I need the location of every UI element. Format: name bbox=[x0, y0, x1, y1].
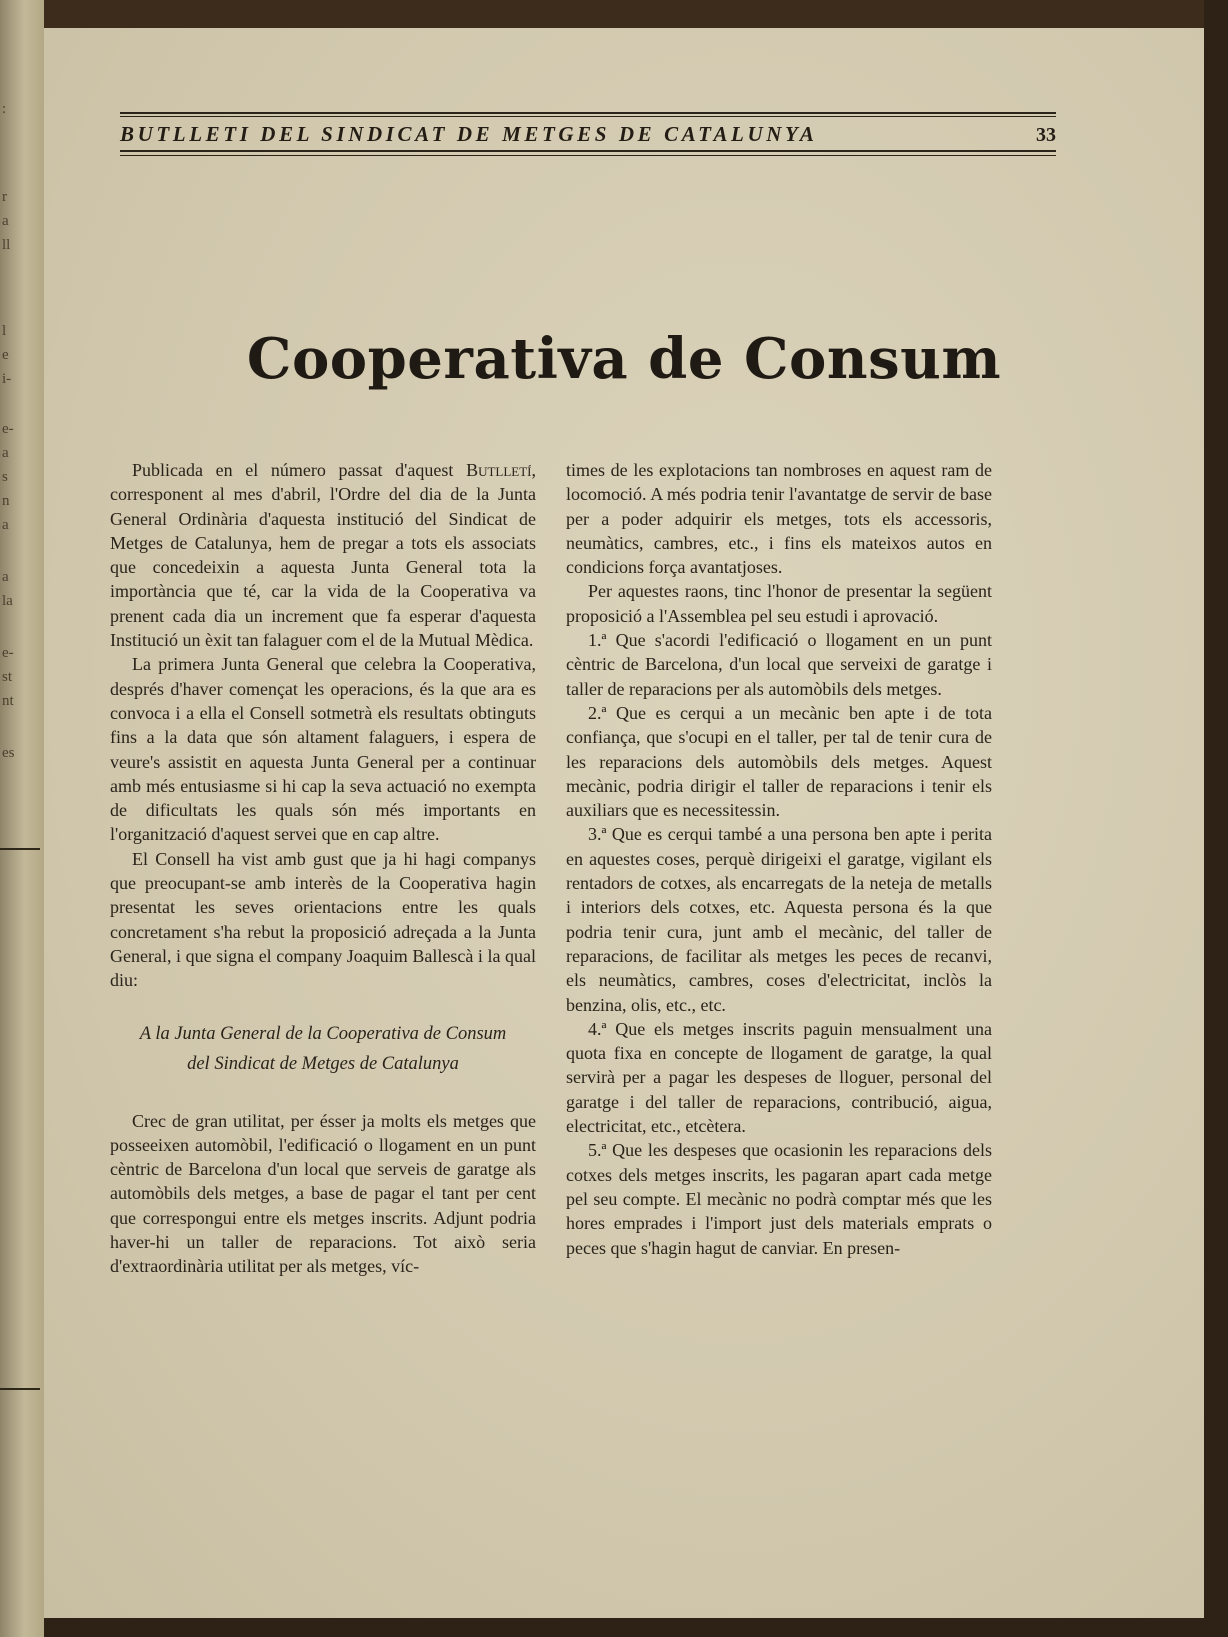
article-title: Cooperativa de Consum bbox=[246, 326, 1002, 392]
paragraph: La primera Junta General que celebra la Cooperativa, després d'haver començat les operacions, és la que ara es convoca i a ella el Consell sotmetrà els resultats obtinguts fins a la data que són altament falaguers, i espera de veure's assistit en aquesta Junta General per a continuar amb més entusiasme si hi cap la seva actuació no exempta de dificultats les quals són més importants en l'organització d'aquest servei que en cap altre. bbox=[110, 654, 536, 845]
adjacent-page-fragment: a bbox=[2, 569, 9, 585]
adjacent-page-fragment: es bbox=[2, 745, 15, 761]
paragraph-text: Publicada en el número passat d'aquest bbox=[132, 460, 467, 480]
header-rule-top bbox=[120, 112, 1056, 114]
publication-name: Butlletí bbox=[466, 460, 532, 480]
adjacent-page-fragment: s bbox=[2, 469, 8, 485]
paragraph: El Consell ha vist amb gust que ja hi hagi companys que preocupant-se amb interès de la Cooperativa hagin presentat les seves orientacions entre les quals concretament s'ha rebut la proposició adreçada a la Junta General, i que signa el company Joaquim Ballescà i la qual diu: bbox=[110, 848, 536, 991]
adjacent-page-fragment: : bbox=[2, 101, 7, 117]
letter-addressee bbox=[110, 1019, 536, 1079]
adjacent-page-edge bbox=[0, 0, 44, 1637]
adjacent-page-rule bbox=[0, 848, 40, 850]
left-column bbox=[110, 458, 536, 1279]
paragraph bbox=[110, 458, 536, 652]
paragraph: times de les explotacions tan nombroses en aquest ram de locomoció. A més podria tenir l'avantatge de servir de base per a poder adquirir els metges, tots els accessoris, neumàtics, cambres, etc., i fins els mateixos autos en condicions força avantatjoses. bbox=[566, 460, 992, 578]
paragraph: Crec de gran utilitat, per ésser ja molts els metges que posseeixen automòbil, l'edificació o llogament en un punt cèntric de Barcelona d'un local que serveis de garatge als automòbils dels metges, a base de pagar el tant per cent que correspongui entre els metges inscrits. Adjunt podria haver-hi un taller de reparacions. Tot això seria d'extraordinària utilitat per als metges, víc- bbox=[110, 1110, 536, 1277]
adjacent-page-fragment: e- bbox=[2, 421, 14, 437]
right-column bbox=[566, 458, 992, 1260]
adjacent-page-fragment: a bbox=[2, 213, 9, 229]
journal-page bbox=[44, 28, 1204, 1618]
adjacent-page-fragment: a bbox=[2, 445, 9, 461]
running-title: BUTLLETI DEL SINDICAT DE METGES DE CATALUNYA bbox=[120, 122, 818, 146]
adjacent-page-fragment: r bbox=[2, 189, 7, 205]
scan-background-bottom bbox=[44, 1618, 1228, 1637]
proposal-item: 3.ª Que es cerqui també a una persona ben apte i perita en aquestes coses, perquè dirigeixi el garatge, vigilant els rentadors de cotxes, als encarregats de la neteja de metalls i interiors dels cotxes, etc. Aquesta persona és la que podria tenir cura, junt amb el mecànic, del taller de reparacions, de facilitar als metges les peces de recanvi, els neumàtics, cambres, coses d'electricitat, inclòs la benzina, olis, etc., etc. bbox=[566, 824, 992, 1015]
header-rule-bottom bbox=[120, 150, 1056, 152]
adjacent-page-fragment: i- bbox=[2, 371, 12, 387]
adjacent-page-fragment: la bbox=[2, 593, 13, 609]
header-rule-top-thin bbox=[120, 116, 1056, 117]
adjacent-page-fragment: st bbox=[2, 669, 13, 685]
adjacent-page-rule bbox=[0, 1388, 40, 1390]
proposal-item: 5.ª Que les despeses que ocasionin les reparacions dels cotxes dels metges inscrits, les pagaran apart cada metge pel seu compte. El mecànic no podrà comptar més que les hores emprades i l'import just dels materials emprats o peces que s'hagin hagut de canviar. En presen- bbox=[566, 1140, 992, 1258]
adjacent-page-fragment: a bbox=[2, 517, 9, 533]
addressee-line: del Sindicat de Metges de Catalunya bbox=[187, 1053, 459, 1074]
adjacent-page-fragment: ll bbox=[2, 237, 11, 253]
proposal-item: 4.ª Que els metges inscrits paguin mensualment una quota fixa en concepte de llogament de garatge, la qual servirà per a pagar les despeses de lloguer, personal del garatge i del taller de reparacions, contribució, aigua, electricitat, etc., etcètera. bbox=[566, 1018, 992, 1137]
paragraph-text: , corresponent al mes d'abril, l'Ordre del dia de la Junta General Ordinària d'aquesta institució del Sindicat de Metges de Catalunya, hem de pregar a tots els associats que concedeixin a aquesta Junta General tota la importància que té, car la vida de la Cooperativa va prenent cada dia un increment que fa esperar d'aquesta Institució un èxit tan falaguer com el de la Mutual Mèdica. bbox=[110, 460, 536, 651]
running-header bbox=[120, 112, 1056, 188]
adjacent-page-fragment: e bbox=[2, 347, 9, 363]
adjacent-page-fragment: l bbox=[2, 323, 7, 339]
adjacent-page-fragment: nt bbox=[2, 693, 14, 709]
header-rule-bottom-thin bbox=[120, 155, 1056, 156]
page-number: 33 bbox=[1036, 124, 1056, 146]
adjacent-page-fragment: e- bbox=[2, 645, 14, 661]
proposal-item: 2.ª Que es cerqui a un mecànic ben apte i de tota confiança, que s'ocupi en el taller, per tal de tenir cura de les reparacions dels automòbils dels metges. Aquest mecànic, podria dirigir el taller de reparacions i tenir els auxiliars que es necessitessin. bbox=[566, 702, 992, 821]
proposal-item: 1.ª Que s'acordi l'edificació o llogament en un punt cèntric de Barcelona, d'un local que serveixi de garatge i taller de reparacions per als automòbils dels metges. bbox=[566, 630, 992, 699]
addressee-line: A la Junta General de la Cooperativa de Consum bbox=[139, 1023, 507, 1044]
adjacent-page-fragment: n bbox=[2, 493, 10, 509]
paragraph: Per aquestes raons, tinc l'honor de presentar la següent proposició a l'Assemblea pel seu estudi i aprovació. bbox=[566, 581, 992, 626]
scan-background-right bbox=[1204, 0, 1228, 1637]
